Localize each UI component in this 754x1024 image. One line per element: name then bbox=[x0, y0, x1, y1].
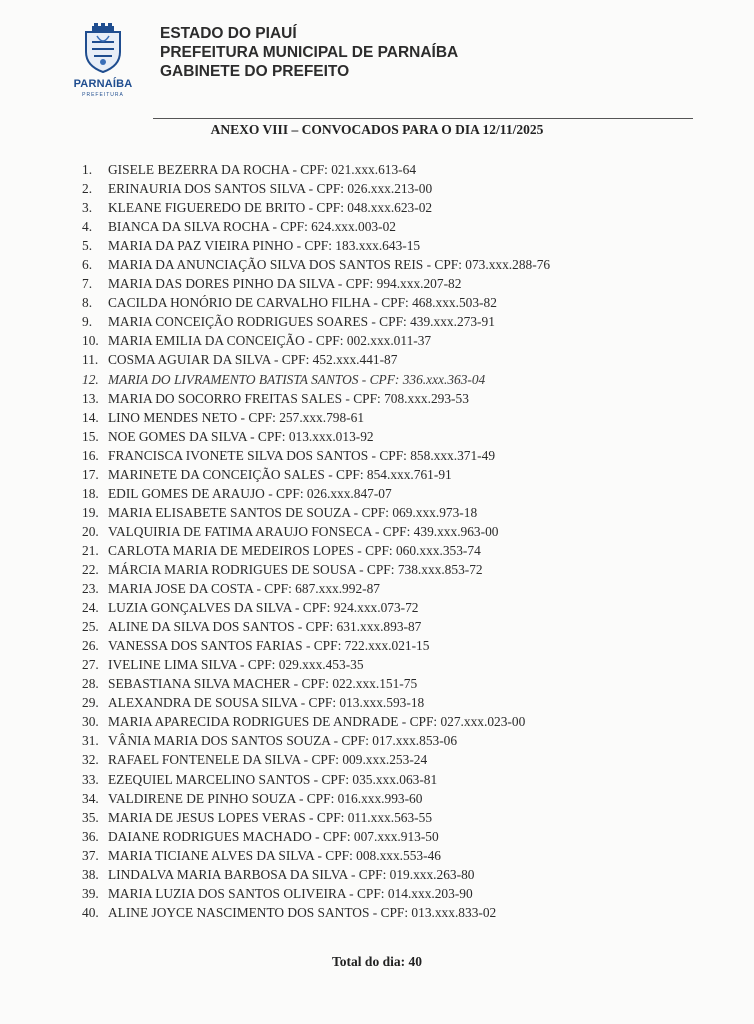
item-text: IVELINE LIMA SILVA - CPF: 029.xxx.453-35 bbox=[108, 657, 364, 673]
item-number: 8. bbox=[82, 295, 93, 311]
item-number: 32. bbox=[82, 752, 99, 768]
item-text: LINO MENDES NETO - CPF: 257.xxx.798-61 bbox=[108, 409, 365, 425]
item-text: SEBASTIANA SILVA MACHER - CPF: 022.xxx.151-75 bbox=[108, 676, 418, 692]
document-title: ANEXO VIII – CONVOCADOS PARA O DIA 12/11/2025 bbox=[210, 122, 544, 137]
org-state: ESTADO DO PIAUÍ bbox=[160, 25, 297, 42]
list-item bbox=[82, 884, 550, 903]
list-item bbox=[82, 865, 550, 884]
list-item bbox=[82, 217, 550, 236]
list-item bbox=[82, 770, 550, 789]
item-number: 11. bbox=[82, 352, 99, 368]
org-office: GABINETE DO PREFEITO bbox=[160, 63, 350, 80]
item-text: MARIA JOSE DA COSTA - CPF: 687.xxx.992-87 bbox=[108, 581, 380, 597]
item-text: VANESSA DOS SANTOS FARIAS - CPF: 722.xxx.021-15 bbox=[108, 638, 430, 654]
list-item bbox=[82, 827, 550, 846]
item-number: 39. bbox=[82, 885, 99, 901]
item-text: ALEXANDRA DE SOUSA SILVA - CPF: 013.xxx.593-18 bbox=[108, 695, 425, 711]
item-text: MARIA DE JESUS LOPES VERAS - CPF: 011.xxx.563-55 bbox=[108, 809, 433, 825]
list-item bbox=[82, 160, 550, 179]
item-number: 16. bbox=[82, 447, 99, 463]
item-text: MARINETE DA CONCEIÇÃO SALES - CPF: 854.xxx.761-91 bbox=[108, 466, 452, 482]
list-item bbox=[82, 350, 550, 369]
item-text: MARIA DO LIVRAMENTO BATISTA SANTOS - CPF: 336.xxx.363-04 bbox=[108, 371, 486, 387]
item-number: 1. bbox=[82, 162, 93, 177]
item-number: 17. bbox=[82, 466, 99, 482]
item-number: 23. bbox=[82, 581, 99, 597]
list-item bbox=[82, 579, 550, 598]
item-number: 2. bbox=[82, 181, 93, 197]
item-text: MARIA TICIANE ALVES DA SILVA - CPF: 008.xxx.553-46 bbox=[108, 847, 441, 863]
list-item bbox=[82, 750, 550, 769]
org-prefecture: PREFEITURA MUNICIPAL DE PARNAÍBA bbox=[160, 44, 459, 61]
item-number: 27. bbox=[82, 657, 99, 673]
item-number: 36. bbox=[82, 828, 99, 844]
item-number: 4. bbox=[82, 219, 93, 235]
item-number: 37. bbox=[82, 847, 99, 863]
item-text: FRANCISCA IVONETE SILVA DOS SANTOS - CPF: 858.xxx.371-49 bbox=[108, 447, 496, 463]
item-number: 31. bbox=[82, 733, 99, 749]
list-item bbox=[82, 331, 550, 350]
item-number: 13. bbox=[82, 390, 99, 406]
convocados-list bbox=[82, 160, 550, 922]
item-text: MARIA CONCEIÇÃO RODRIGUES SOARES - CPF: 439.xxx.273-91 bbox=[108, 314, 495, 330]
item-text: KLEANE FIGUEREDO DE BRITO - CPF: 048.xxx.623-02 bbox=[108, 200, 433, 216]
item-text: VALDIRENE DE PINHO SOUZA - CPF: 016.xxx.993-60 bbox=[108, 790, 423, 806]
item-text: BIANCA DA SILVA ROCHA - CPF: 624.xxx.003-02 bbox=[108, 219, 396, 235]
list-item bbox=[82, 427, 550, 446]
item-text: CARLOTA MARIA DE MEDEIROS LOPES - CPF: 060.xxx.353-74 bbox=[108, 542, 481, 558]
list-item bbox=[82, 503, 550, 522]
list-item bbox=[82, 274, 550, 293]
list-item bbox=[82, 408, 550, 427]
list-item bbox=[82, 560, 550, 579]
list-item bbox=[82, 846, 550, 865]
item-text: VÂNIA MARIA DOS SANTOS SOUZA - CPF: 017.xxx.853-06 bbox=[108, 733, 458, 749]
item-number: 7. bbox=[82, 276, 93, 292]
document-header bbox=[0, 0, 754, 120]
list-item bbox=[82, 636, 550, 655]
item-number: 35. bbox=[82, 809, 99, 825]
item-number: 22. bbox=[82, 561, 99, 577]
list-item bbox=[82, 789, 550, 808]
list-item bbox=[82, 389, 550, 408]
parnaiba-logo bbox=[62, 22, 144, 106]
item-number: 25. bbox=[82, 619, 99, 635]
item-number: 38. bbox=[82, 866, 99, 882]
item-number: 14. bbox=[82, 409, 99, 425]
item-number: 24. bbox=[82, 600, 99, 616]
list-item bbox=[82, 808, 550, 827]
item-text: MARIA EMILIA DA CONCEIÇÃO - CPF: 002.xxx.011-37 bbox=[108, 333, 432, 349]
item-text: NOE GOMES DA SILVA - CPF: 013.xxx.013-92 bbox=[108, 428, 374, 444]
item-text: EDIL GOMES DE ARAUJO - CPF: 026.xxx.847-07 bbox=[108, 485, 392, 501]
item-number: 18. bbox=[82, 485, 99, 501]
item-number: 9. bbox=[82, 314, 93, 330]
item-text: DAIANE RODRIGUES MACHADO - CPF: 007.xxx.913-50 bbox=[108, 828, 439, 844]
item-text: EZEQUIEL MARCELINO SANTOS - CPF: 035.xxx.063-81 bbox=[108, 771, 438, 787]
item-text: VALQUIRIA DE FATIMA ARAUJO FONSECA - CPF: 439.xxx.963-00 bbox=[108, 523, 499, 539]
item-text: MARIA DA ANUNCIAÇÃO SILVA DOS SANTOS REIS - CPF: 073.xxx.288-76 bbox=[108, 257, 551, 273]
item-number: 40. bbox=[82, 904, 99, 920]
list-item bbox=[82, 465, 550, 484]
item-text: LINDALVA MARIA BARBOSA DA SILVA - CPF: 019.xxx.263-80 bbox=[108, 866, 475, 882]
list-item bbox=[82, 674, 550, 693]
organization-block bbox=[160, 24, 458, 81]
list-item bbox=[82, 236, 550, 255]
item-text: COSMA AGUIAR DA SILVA - CPF: 452.xxx.441-87 bbox=[108, 352, 398, 368]
header-divider bbox=[153, 118, 693, 119]
item-text: GISELE BEZERRA DA ROCHA - CPF: 021.xxx.613-64 bbox=[108, 162, 417, 177]
item-number: 30. bbox=[82, 714, 99, 730]
total-label: Total do dia: 40 bbox=[332, 954, 422, 969]
list-item bbox=[82, 731, 550, 750]
item-number: 26. bbox=[82, 638, 99, 654]
list-item bbox=[82, 541, 550, 560]
item-text: MARIA ELISABETE SANTOS DE SOUZA - CPF: 069.xxx.973-18 bbox=[108, 504, 478, 520]
item-text: MARIA DAS DORES PINHO DA SILVA - CPF: 994.xxx.207-82 bbox=[108, 276, 462, 292]
item-text: ERINAURIA DOS SANTOS SILVA - CPF: 026.xxx.213-00 bbox=[108, 181, 433, 197]
list-item bbox=[82, 655, 550, 674]
list-item bbox=[82, 446, 550, 465]
list-item bbox=[82, 484, 550, 503]
list-item bbox=[82, 293, 550, 312]
list-item bbox=[82, 255, 550, 274]
item-number: 12. bbox=[82, 371, 99, 387]
item-number: 34. bbox=[82, 790, 99, 806]
coat-of-arms-icon bbox=[80, 22, 126, 76]
list-item bbox=[82, 522, 550, 541]
item-number: 15. bbox=[82, 428, 99, 444]
item-text: MARIA DA PAZ VIEIRA PINHO - CPF: 183.xxx.643-15 bbox=[108, 238, 421, 254]
item-text: LUZIA GONÇALVES DA SILVA - CPF: 924.xxx.073-72 bbox=[108, 600, 419, 616]
list-item bbox=[82, 312, 550, 331]
item-text: MARIA LUZIA DOS SANTOS OLIVEIRA - CPF: 014.xxx.203-90 bbox=[108, 885, 473, 901]
item-text: RAFAEL FONTENELE DA SILVA - CPF: 009.xxx.253-24 bbox=[108, 752, 428, 768]
list-item bbox=[82, 693, 550, 712]
item-text: CACILDA HONÓRIO DE CARVALHO FILHA - CPF: 468.xxx.503-82 bbox=[108, 295, 497, 311]
list-item bbox=[82, 712, 550, 731]
list-item bbox=[82, 198, 550, 217]
item-text: MÁRCIA MARIA RODRIGUES DE SOUSA - CPF: 738.xxx.853-72 bbox=[108, 561, 483, 577]
logo-subtext: PREFEITURA bbox=[82, 92, 124, 98]
item-number: 21. bbox=[82, 542, 99, 558]
item-text: MARIA APARECIDA RODRIGUES DE ANDRADE - CPF: 027.xxx.023-00 bbox=[108, 714, 526, 730]
item-number: 6. bbox=[82, 257, 93, 273]
item-text: ALINE DA SILVA DOS SANTOS - CPF: 631.xxx.893-87 bbox=[108, 619, 422, 635]
list-item bbox=[82, 903, 550, 922]
list-item bbox=[82, 617, 550, 636]
item-text: ALINE JOYCE NASCIMENTO DOS SANTOS - CPF: 013.xxx.833-02 bbox=[108, 904, 497, 920]
list-item bbox=[82, 179, 550, 198]
item-number: 28. bbox=[82, 676, 99, 692]
item-text: MARIA DO SOCORRO FREITAS SALES - CPF: 708.xxx.293-53 bbox=[108, 390, 469, 406]
item-number: 29. bbox=[82, 695, 99, 711]
item-number: 19. bbox=[82, 504, 99, 520]
item-number: 5. bbox=[82, 238, 93, 254]
item-number: 20. bbox=[82, 523, 99, 539]
item-number: 3. bbox=[82, 200, 93, 216]
logo-text: PARNAÍBA bbox=[73, 78, 133, 90]
list-item bbox=[82, 598, 550, 617]
item-number: 33. bbox=[82, 771, 99, 787]
item-number: 10. bbox=[82, 333, 99, 349]
list-item bbox=[82, 370, 550, 389]
